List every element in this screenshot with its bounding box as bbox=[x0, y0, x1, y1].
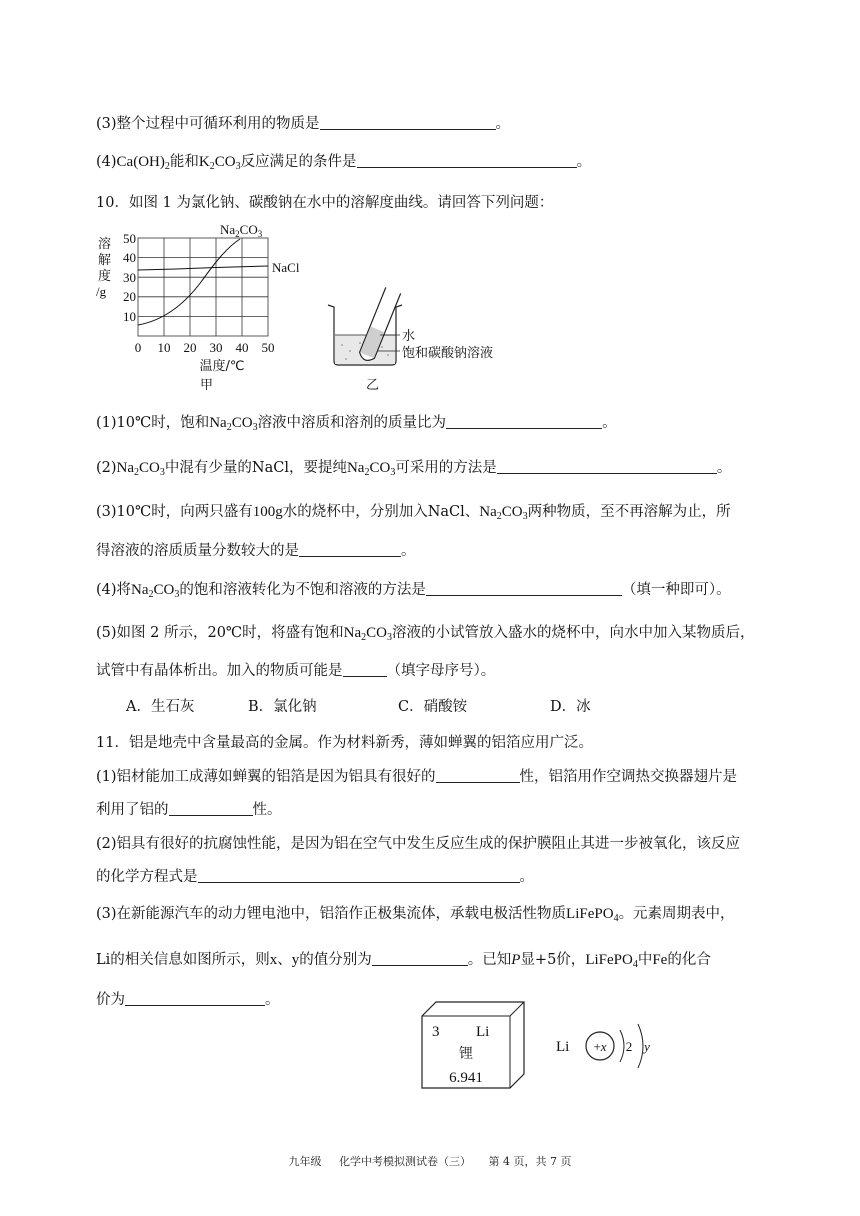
q10-part2: $(2)Na_2CO_3$中混有少量的NaCl，要提纯$Na_2CO_3$可采用的方法是 。 bbox=[96, 460, 732, 478]
figure-caption-jia: 甲 bbox=[200, 378, 214, 393]
x-tick-20: 20 bbox=[183, 340, 197, 355]
y-tick-30: 30 bbox=[123, 270, 136, 285]
option-a[interactable]: A．生石灰 bbox=[126, 699, 195, 715]
atom-symbol: Li bbox=[556, 1039, 570, 1055]
element-symbol: Li bbox=[476, 1024, 490, 1040]
q9-part4: $(4)Ca(OH)_2$能和$K_2CO_3$反应满足的条件是 。 bbox=[96, 154, 592, 172]
q10-intro: 10．如图 1 为氯化钠、碳酸钠在水中的溶解度曲线。请回答下列问题： bbox=[96, 195, 554, 211]
q11-part1-line1: (1)铝材能加工成薄如蝉翼的铝箔是因为铝具有很好的 性，铝箔用作空调热交换器翅片是 bbox=[96, 769, 738, 785]
page-footer bbox=[0, 1153, 860, 1169]
q11-part1-line2: 利用了铝的 性。 bbox=[96, 802, 282, 818]
q10-part3-line1: (3)10℃时，向两只盛有100g水的烧杯中，分别加入NaCl、$Na_2CO_3$两种物质，至不再溶解为止，所 bbox=[96, 504, 731, 522]
na2co3-curve bbox=[138, 239, 240, 325]
y-axis-label-3: 度 bbox=[98, 268, 112, 283]
nacl-curve bbox=[138, 266, 268, 270]
x-tick-10: 10 bbox=[157, 340, 171, 355]
series-label-nacl: NaCl bbox=[272, 260, 300, 275]
shell-1-electrons: 2 bbox=[625, 1039, 633, 1054]
shell-1 bbox=[620, 1030, 624, 1062]
q10-part3-line2: 得溶液的溶质质量分数较大的是 。 bbox=[96, 543, 416, 559]
answer-blank[interactable] bbox=[446, 414, 602, 429]
atom-structure-diagram bbox=[554, 1018, 664, 1078]
answer-blank[interactable] bbox=[372, 951, 468, 966]
figure-caption-yi: 乙 bbox=[366, 378, 380, 393]
q11-part3-line2: Li的相关信息如图所示，则x、y的值分别为 。已知P显+5价，LiFePO$_4$中Fe的化合 bbox=[96, 952, 711, 970]
footer-title: 化学中考模拟测试卷（三） bbox=[339, 1155, 471, 1168]
option-c[interactable]: C．硝酸铵 bbox=[398, 699, 468, 715]
answer-blank[interactable] bbox=[299, 542, 401, 557]
label-water: 水 bbox=[402, 329, 416, 344]
y-axis-label-2: 解 bbox=[98, 252, 112, 267]
q10-part4: (4)将$Na_2CO_3$的饱和溶液转化为不饱和溶液的方法是 （填一种即可）。 bbox=[96, 582, 731, 600]
series-label-na2co3: $Na_2CO_3$ bbox=[220, 222, 263, 239]
y-tick-40: 40 bbox=[123, 250, 136, 265]
answer-blank[interactable] bbox=[436, 768, 520, 783]
x-tick-40: 40 bbox=[235, 340, 249, 355]
answer-blank[interactable] bbox=[198, 868, 520, 883]
plot-frame bbox=[138, 238, 268, 336]
x-tick-0: 0 bbox=[134, 340, 142, 355]
q11-part3-line1: (3)在新能源汽车的动力锂电池中，铝箔作正极集流体，承载电极活性物质LiFePO$_4$。元素周期表中， bbox=[96, 906, 735, 924]
periodic-element-cell bbox=[420, 1000, 530, 1092]
answer-blank[interactable] bbox=[357, 153, 577, 168]
option-b[interactable]: B．氯化钠 bbox=[248, 699, 317, 715]
q11-intro: 11．铝是地壳中含量最高的金属。作为材料新秀，薄如蝉翼的铝箔应用广泛。 bbox=[96, 735, 593, 751]
y-tick-50: 50 bbox=[123, 231, 136, 246]
shell-2 bbox=[638, 1024, 643, 1068]
option-d[interactable]: D．冰 bbox=[550, 699, 591, 715]
element-name: 锂 bbox=[459, 1046, 473, 1062]
answer-blank[interactable] bbox=[343, 662, 387, 677]
q11-part3-line3: 价为 。 bbox=[96, 992, 280, 1008]
q10-part5-line2: 试管中有晶体析出。加入的物质可能是 （填字母序号）。 bbox=[96, 663, 496, 679]
shell-2-electrons: y bbox=[644, 1039, 650, 1054]
footer-grade: 九年级 bbox=[288, 1155, 322, 1168]
answer-blank[interactable] bbox=[426, 581, 622, 596]
formula-k2co3: $K_2CO_3$ bbox=[198, 154, 241, 172]
q11-part2-line1: (2)铝具有很好的抗腐蚀性能，是因为铝在空气中发生反应生成的保护膜阻止其进一步被氧化，该反应 bbox=[96, 836, 741, 852]
q9-part3: (3)整个过程中可循环利用的物质是 。 bbox=[96, 116, 511, 132]
answer-blank[interactable] bbox=[497, 459, 717, 474]
x-tick-30: 30 bbox=[209, 340, 223, 355]
answer-blank[interactable] bbox=[125, 991, 265, 1006]
y-axis-label-4: /g bbox=[96, 284, 107, 299]
q10-part5-line1: (5)如图 2 所示，20℃时，将盛有饱和$Na_2CO_3$溶液的小试管放入盛水的烧杯中，向水中加入某物质后， bbox=[96, 625, 755, 643]
q11-part2-line2: 的化学方程式是 。 bbox=[96, 869, 534, 885]
answer-blank[interactable] bbox=[169, 801, 253, 816]
atomic-number: 3 bbox=[432, 1024, 440, 1040]
y-axis-label-1: 溶 bbox=[98, 236, 112, 251]
nucleus-charge: +x bbox=[593, 1039, 607, 1054]
y-tick-20: 20 bbox=[123, 289, 136, 304]
formula-caoh2: $Ca(OH)_2$ bbox=[116, 154, 170, 172]
footer-page: 第 4 页，共 7 页 bbox=[488, 1155, 572, 1168]
x-axis-label: 温度/℃ bbox=[199, 359, 245, 374]
y-tick-10: 10 bbox=[123, 309, 136, 324]
atomic-mass: 6.941 bbox=[449, 1070, 483, 1086]
x-tick-50: 50 bbox=[261, 340, 275, 355]
answer-blank[interactable] bbox=[320, 115, 496, 130]
solubility-chart bbox=[96, 220, 316, 390]
label-saturated-solution: 饱和碳酸钠溶液 bbox=[402, 346, 494, 361]
beaker-figure bbox=[320, 285, 550, 375]
q10-part1: (1)10℃时，饱和$Na_2CO_3$溶液中溶质和溶剂的质量比为 。 bbox=[96, 415, 617, 433]
